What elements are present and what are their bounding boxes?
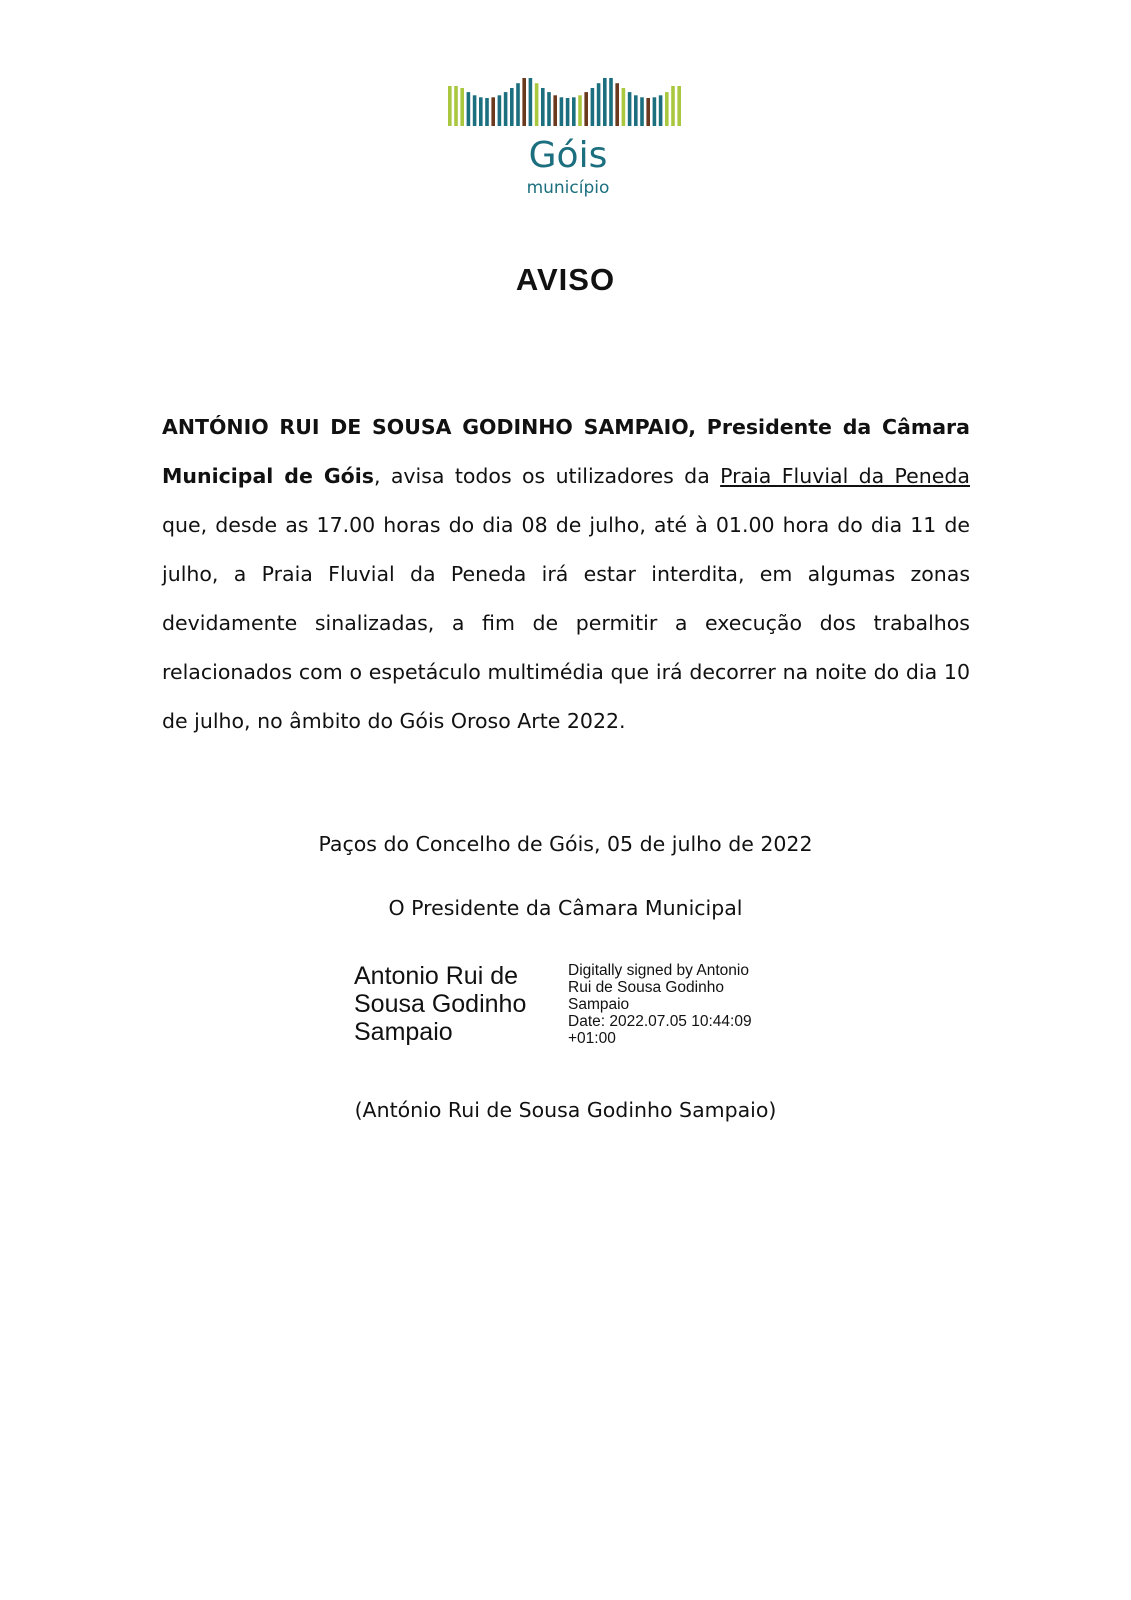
logo-bar <box>553 95 557 126</box>
logo-bar <box>516 83 520 126</box>
notice-place: Praia Fluvial da Peneda <box>720 464 970 488</box>
logo-bar <box>609 78 613 126</box>
logo-bar <box>479 97 483 126</box>
logo-bar <box>671 86 675 126</box>
logo-bar <box>522 78 526 126</box>
logo-bar <box>547 92 551 126</box>
logo-bar <box>584 92 588 126</box>
signature-name-line: Sampaio <box>354 1018 453 1046</box>
logo-bar <box>677 86 681 126</box>
page-title: AVISO <box>515 262 616 297</box>
signatory-role: O Presidente da Câmara Municipal <box>388 896 743 920</box>
signature-detail-line: Date: 2022.07.05 10:44:09 <box>568 1013 752 1030</box>
bridge-bars-icon <box>448 74 688 130</box>
notice-body <box>162 403 970 746</box>
logo-bar <box>460 88 464 126</box>
logo-bar <box>560 97 564 126</box>
place-date: Paços do Concelho de Góis, 05 de julho de 2022 <box>318 832 813 856</box>
logo-bar <box>504 92 508 126</box>
municipality-logo <box>448 74 688 204</box>
logo-bar <box>485 98 489 126</box>
logo-bar <box>628 92 632 126</box>
logo-bar <box>448 86 452 126</box>
digital-signature-name <box>354 962 554 1046</box>
digital-signature-details <box>568 962 808 1047</box>
logo-bar <box>640 97 644 126</box>
signature-name-line: Sousa Godinho <box>354 990 527 1018</box>
logo-bar <box>591 88 595 126</box>
logo-bar <box>529 78 533 126</box>
logo-bar <box>467 92 471 126</box>
logo-bar <box>653 97 657 126</box>
logo-bar <box>603 78 607 126</box>
logo-bar <box>454 86 458 126</box>
signature-name-line: Antonio Rui de <box>354 962 519 990</box>
logo-bar <box>578 95 582 126</box>
signature-detail-line: +01:00 <box>568 1030 616 1047</box>
logo-bar <box>535 83 539 126</box>
notice-text-2: que, desde as 17.00 horas do dia 08 de julho, até à 01.00 hora do dia 11 de julho, a Praia Fluvial da Peneda irá estar interdita, em algumas zonas devidamente sinalizadas, a fim de permitir a execução dos trabalhos relacionados com o espetáculo multimédia que irá decorrer na noite do dia 10 de julho, no âmbito do Góis Oroso Arte 2022. <box>162 513 970 733</box>
logo-bar <box>622 88 626 126</box>
logo-bar <box>665 92 669 126</box>
logo-bar <box>597 83 601 126</box>
logo-bar <box>646 98 650 126</box>
logo-bar <box>634 95 638 126</box>
logo-name: Góis <box>528 135 608 176</box>
notice-author: ANTÓNIO RUI DE SOUSA GODINHO SAMPAIO, Presidente da Câmara Municipal de Góis <box>162 415 970 488</box>
logo-bar <box>510 88 514 126</box>
logo-bar <box>566 98 570 126</box>
logo-bar <box>659 95 663 126</box>
signature-detail-line: Sampaio <box>568 996 630 1013</box>
logo-subtitle: município <box>526 178 610 198</box>
notice-text-1: , avisa todos os utilizadores da <box>373 464 721 488</box>
logo-bar <box>615 83 619 126</box>
logo-bar <box>541 88 545 126</box>
logo-bar <box>572 97 576 126</box>
logo-bar <box>491 97 495 126</box>
logo-bar <box>473 95 477 126</box>
signature-detail-line: Rui de Sousa Godinho <box>568 979 724 996</box>
printed-name: (António Rui de Sousa Godinho Sampaio) <box>354 1098 777 1122</box>
logo-bar <box>498 95 502 126</box>
signature-detail-line: Digitally signed by Antonio <box>568 962 749 979</box>
